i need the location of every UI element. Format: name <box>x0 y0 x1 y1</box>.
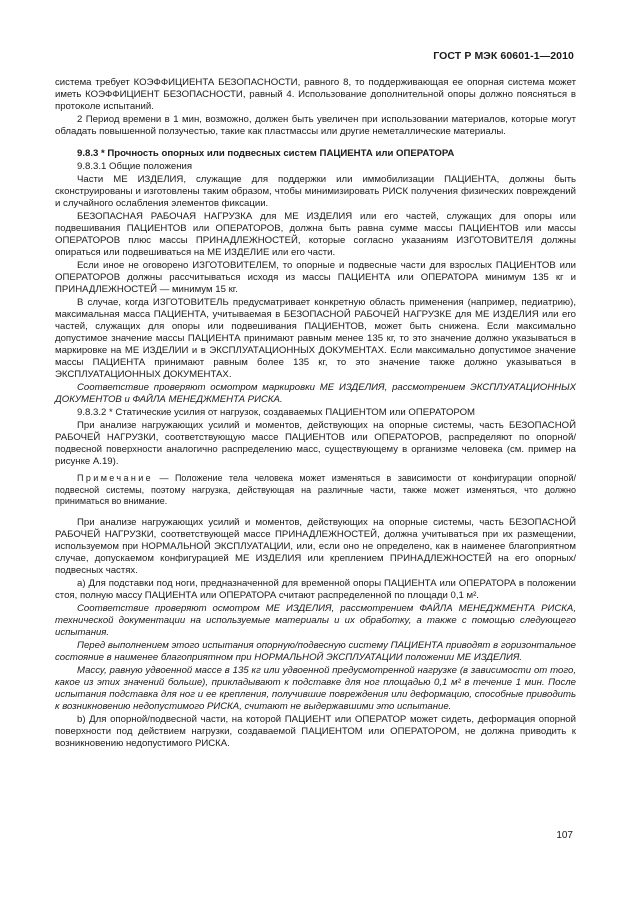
standard-header: ГОСТ Р МЭК 60601-1—2010 <box>433 50 574 62</box>
compliance-paragraph: Соответствие проверяют осмотром МЕ ИЗДЕЛИЯ, рассмотрением ФАЙЛА МЕНЕДЖМЕНТА РИСКА, технической документации на используемые материалы и их обработку, а также с помощью следующего испытания. <box>55 602 576 638</box>
paragraph: В случае, когда ИЗГОТОВИТЕЛЬ предусматривает конкретную область применения (например, педиатрию), максимальная масса ПАЦИЕНТА, учитываемая в БЕЗОПАСНОЙ РАБОЧЕЙ НАГРУЗКЕ для МЕ ИЗДЕЛИЯ или его частей, служащих для опоры или подвешивания ПАЦИЕНТОВ, может быть снижена. Если максимально допустимое значение массы ПАЦИЕНТА принимают равным менее 135 кг, то это значение должно указываться в маркировке на МЕ ИЗДЕЛИИ и в ЭКСПЛУАТАЦИОННЫХ ДОКУМЕНТАХ. Если максимально допустимое значение массы ПАЦИЕНТА принимают равным более 135 кг, то это значение также должно указываться в ЭКСПЛУАТАЦИОННЫХ ДОКУМЕНТАХ. <box>55 297 576 380</box>
paragraph: Части МЕ ИЗДЕЛИЯ, служащие для поддержки или иммобилизации ПАЦИЕНТА, должны быть сконструированы и изготовлены таким образом, чтобы минимизировать РИСК получения физических повреждений и случайного ослабления элементов фиксации. <box>55 174 576 209</box>
subsection-heading: 9.8.3.1 Общие положения <box>77 161 193 172</box>
section-heading: 9.8.3 * Прочность опорных или подвесных систем ПАЦИЕНТА или ОПЕРАТОРА <box>77 148 455 159</box>
note-label: Примечание <box>77 473 154 483</box>
paragraph: При анализе нагружающих усилий и моментов, действующих на опорные системы, часть БЕЗОПАСНОЙ РАБОЧЕЙ НАГРУЗКИ, соответствующую массе ПАЦИЕНТОВ или ОПЕРАТОРОВ, распределяют по опорной/подвесной поверхности аналогично распределению масс, существующему в организме человека (см. пример на рисунке А.19). <box>55 420 576 467</box>
note <box>55 473 576 508</box>
paragraph: Если иное не оговорено ИЗГОТОВИТЕЛЕМ, то опорные и подвесные части для взрослых ПАЦИЕНТОВ или ОПЕРАТОРОВ должны рассчитываться исходя из массы ПАЦИЕНТА или ОПЕРАТОРА минимум 135 кг и ПРИНАДЛЕЖНОСТЕЙ — минимум 15 кг. <box>55 260 576 295</box>
page-number: 107 <box>556 830 573 841</box>
paragraph: система требует КОЭФФИЦИЕНТА БЕЗОПАСНОСТИ, равного 8, то поддерживающая ее опорная система может иметь КОЭФФИЦИЕНТ БЕЗОПАСНОСТИ, равный 4. Использование дополнительной опоры должно поясняться в протоколе испытаний. <box>55 77 576 112</box>
paragraph: 2 Период времени в 1 мин, возможно, должен быть увеличен при использовании материалов, которые могут обладать повышенной ползучестью, такие как пластмассы или другие неметаллические материалы. <box>55 114 576 137</box>
paragraph: БЕЗОПАСНАЯ РАБОЧАЯ НАГРУЗКА для МЕ ИЗДЕЛИЯ или его частей, служащих для опоры или подвешивания ПАЦИЕНТОВ или ОПЕРАТОРОВ, должна быть равна сумме массы ПАЦИЕНТОВ или массы ОПЕРАТОРОВ плюс массы ПРИНАДЛЕЖНОСТЕЙ, которые согласно указаниям ИЗГОТОВИТЕЛЯ должны опираться или подвешиваться на МЕ ИЗДЕЛИЕ или его части. <box>55 211 576 258</box>
document-body <box>55 77 576 751</box>
paragraph: При анализе нагружающих усилий и моментов, действующих на опорные системы, часть БЕЗОПАСНОЙ РАБОЧЕЙ НАГРУЗКИ, соответствующей массе ПРИНАДЛЕЖНОСТЕЙ, должна учитываться при их размещении, используемом при НОРМАЛЬНОЙ ЭКСПЛУАТАЦИИ, или, если оно не определено, как в наименее благоприятном случае, допускаемом конфигурацией МЕ ИЗДЕЛИЯ или креплением ПРИНАДЛЕЖНОСТЕЙ на его опорных/подвесных частях. <box>55 516 576 576</box>
compliance-paragraph: Соответствие проверяют осмотром маркировки МЕ ИЗДЕЛИЯ, рассмотрением ЭКСПЛУАТАЦИОННЫХ ДОКУМЕНТОВ и ФАЙЛА МЕНЕДЖМЕНТА РИСКА. <box>55 382 576 405</box>
list-item-a: а) Для подставки под ноги, предназначенной для временной опоры ПАЦИЕНТА или ОПЕРАТОРА в положении стоя, полную массу ПАЦИЕНТА или ОПЕРАТОРА считают распределенной по площади 0,1 м². <box>55 577 576 601</box>
test-paragraph: Перед выполнением этого испытания опорную/подвесную систему ПАЦИЕНТА приводят в горизонтальное состояние в наименее благоприятном при НОРМАЛЬНОЙ ЭКСПЛУАТАЦИИ положении МЕ ИЗДЕЛИЯ. <box>55 639 576 663</box>
note-text: — Положение тела человека может изменяться в зависимости от конфигурации опорной/подвесной системы, поэтому нагрузка, действующая на различные части, также может изменяться, что должно приниматься во внимание. <box>55 473 576 506</box>
list-item-b: b) Для опорной/подвесной части, на которой ПАЦИЕНТ или ОПЕРАТОР может сидеть, деформация опорной поверхности под действием нагрузки, создаваемой ПАЦИЕНТОМ или ОПЕРАТОРОМ, не должна приводить к возникновению недопустимого РИСКА. <box>55 713 576 749</box>
test-paragraph: Массу, равную удвоенной массе в 135 кг или удвоенной предусмотренной нагрузке (в зависимости от того, какое из этих значений больше), прикладывают к подставке для ног площадью 0,1 м² в течение 1 мин. После испытания подставка для ног и ее крепления, получившие повреждения или деформацию, способные приводить к возникновению недопустимого РИСКА, считают не выдержавшими это испытание. <box>55 664 576 712</box>
subsection-heading: 9.8.3.2 * Статические усилия от нагрузок, создаваемых ПАЦИЕНТОМ или ОПЕРАТОРОМ <box>77 407 476 418</box>
